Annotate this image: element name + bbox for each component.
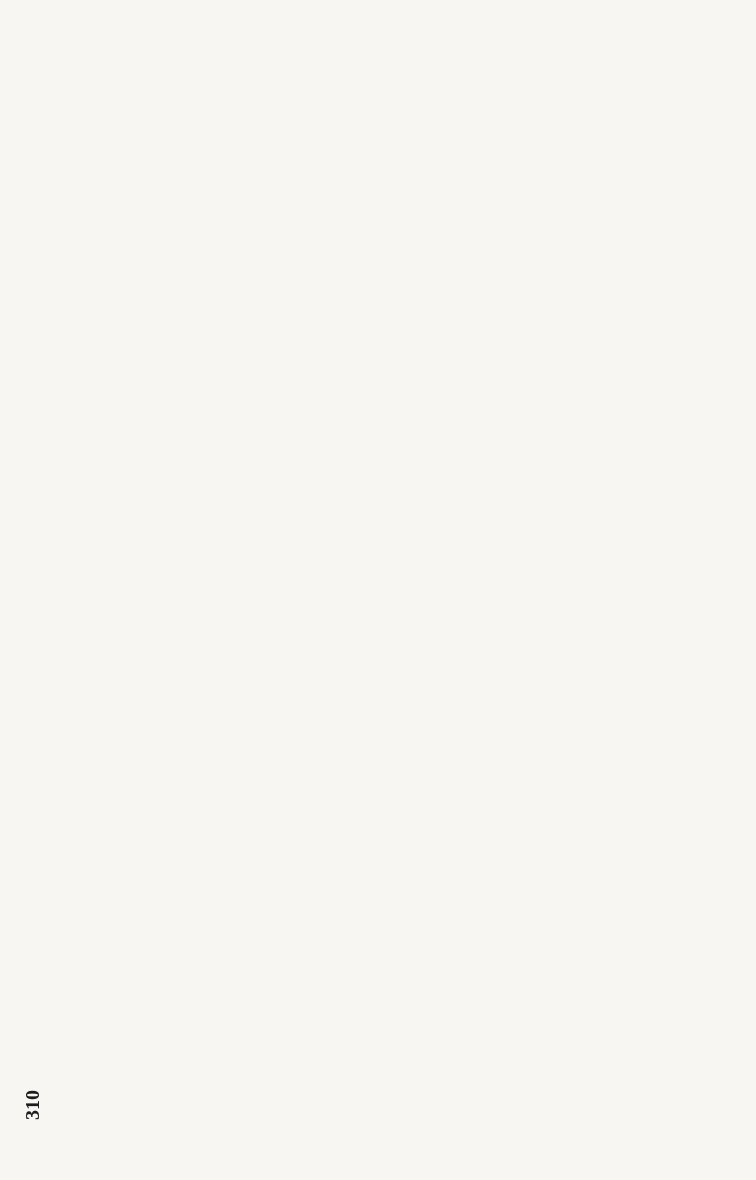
page-number: 310 bbox=[22, 1090, 44, 1120]
rotated-table bbox=[750, 10, 756, 1110]
